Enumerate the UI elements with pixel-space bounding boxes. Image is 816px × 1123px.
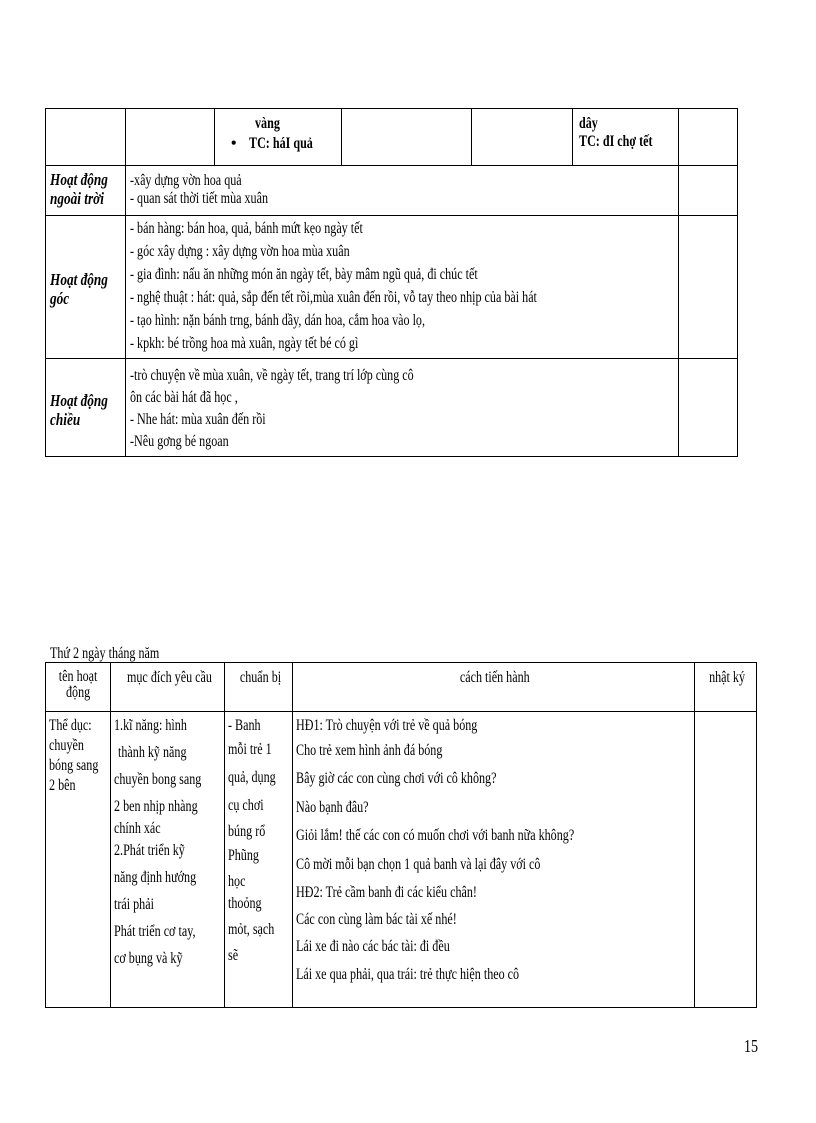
header-activity: tên hoạt động (46, 663, 111, 712)
header-journal: nhật ký (695, 663, 757, 712)
continuation-row (46, 109, 738, 166)
continuation-cell-3: vàng • TC: háI quả (215, 109, 342, 166)
row-content: - bán hàng: bán hoa, quả, bánh mứt kẹo ngày tết - góc xây dựng : xây dựng vờn hoa mùa xuân - gia đình: nấu ăn những món ăn ngày tết, bày mâm ngũ quả, đi chúc tết - nghệ thuật : hát: quả, sắp đến tết rồi,mùa xuân đến rồi, vỗ tay theo nhịp của bài hát - tạo hình: nặn bánh trng, bánh dầy, dán hoa, cắm hoa vào lọ, - kpkh: bé trồng hoa mà xuân, ngày tết bé có gì (126, 216, 679, 359)
header-method: cách tiến hành (293, 663, 695, 712)
journal-cell (695, 712, 757, 1008)
continuation-cell-6: dây TC: đI chợ tết (573, 109, 679, 166)
header-prepare: chuẩn bị (225, 663, 293, 712)
lesson-plan-table (45, 662, 757, 1008)
prepare-cell: - Banh mỗi trẻ 1 quả, dụng cụ chơi búng rổ Phũng học thoỏng mỏt, sạch sẽ (225, 712, 293, 1008)
header-row (46, 663, 757, 712)
row-outdoor (46, 166, 738, 216)
row-label: Hoạt động chiều (46, 359, 126, 457)
row-content: -xây dựng vờn hoa quả - quan sát thời tiết mùa xuân (126, 166, 679, 216)
schedule-table-top (45, 108, 738, 457)
activity-row (46, 712, 757, 1008)
activity-cell: Thể dục: chuyền bóng sang 2 bên (46, 712, 111, 1008)
bullet-icon: • (231, 135, 237, 152)
purpose-cell: 1.kĩ năng: hình thành kỹ năng chuyền bong sang 2 ben nhịp nhàng chính xác 2.Phát triển kỹ năng định hướng trái phải Phát triển cơ tay, cơ bụng và kỹ (111, 712, 225, 1008)
row-corner (46, 216, 738, 359)
row-afternoon (46, 359, 738, 457)
row-label: Hoạt động góc (46, 216, 126, 359)
day-title: Thứ 2 ngày tháng năm (50, 645, 160, 662)
row-label: Hoạt động ngoài trời (46, 166, 126, 216)
page-number: 15 (744, 1036, 759, 1056)
row-content: -trò chuyện về mùa xuân, về ngày tết, trang trí lớp cùng cô ôn các bài hát đã học , - Nhe hát: mùa xuân đến rồi -Nêu gơng bé ngoan (126, 359, 679, 457)
header-purpose: mục đích yêu cầu (111, 663, 225, 712)
method-cell: HĐ1: Trò chuyện với trẻ về quả bóng Cho trẻ xem hình ảnh đá bóng Bây giờ các con cùng chơi với cô không? Nào bạnh đâu? Giỏi lắm! thế các con có muốn chơi với banh nữa không? Cô mời mỗi bạn chọn 1 quả banh và lại đây với cô HĐ2: Trẻ cầm banh đi các kiểu chân! Các con cùng làm bác tài xế nhé! Lái xe đi nào các bác tài: đi đều Lái xe qua phải, qua trái: trẻ thực hiện theo cô (293, 712, 695, 1008)
